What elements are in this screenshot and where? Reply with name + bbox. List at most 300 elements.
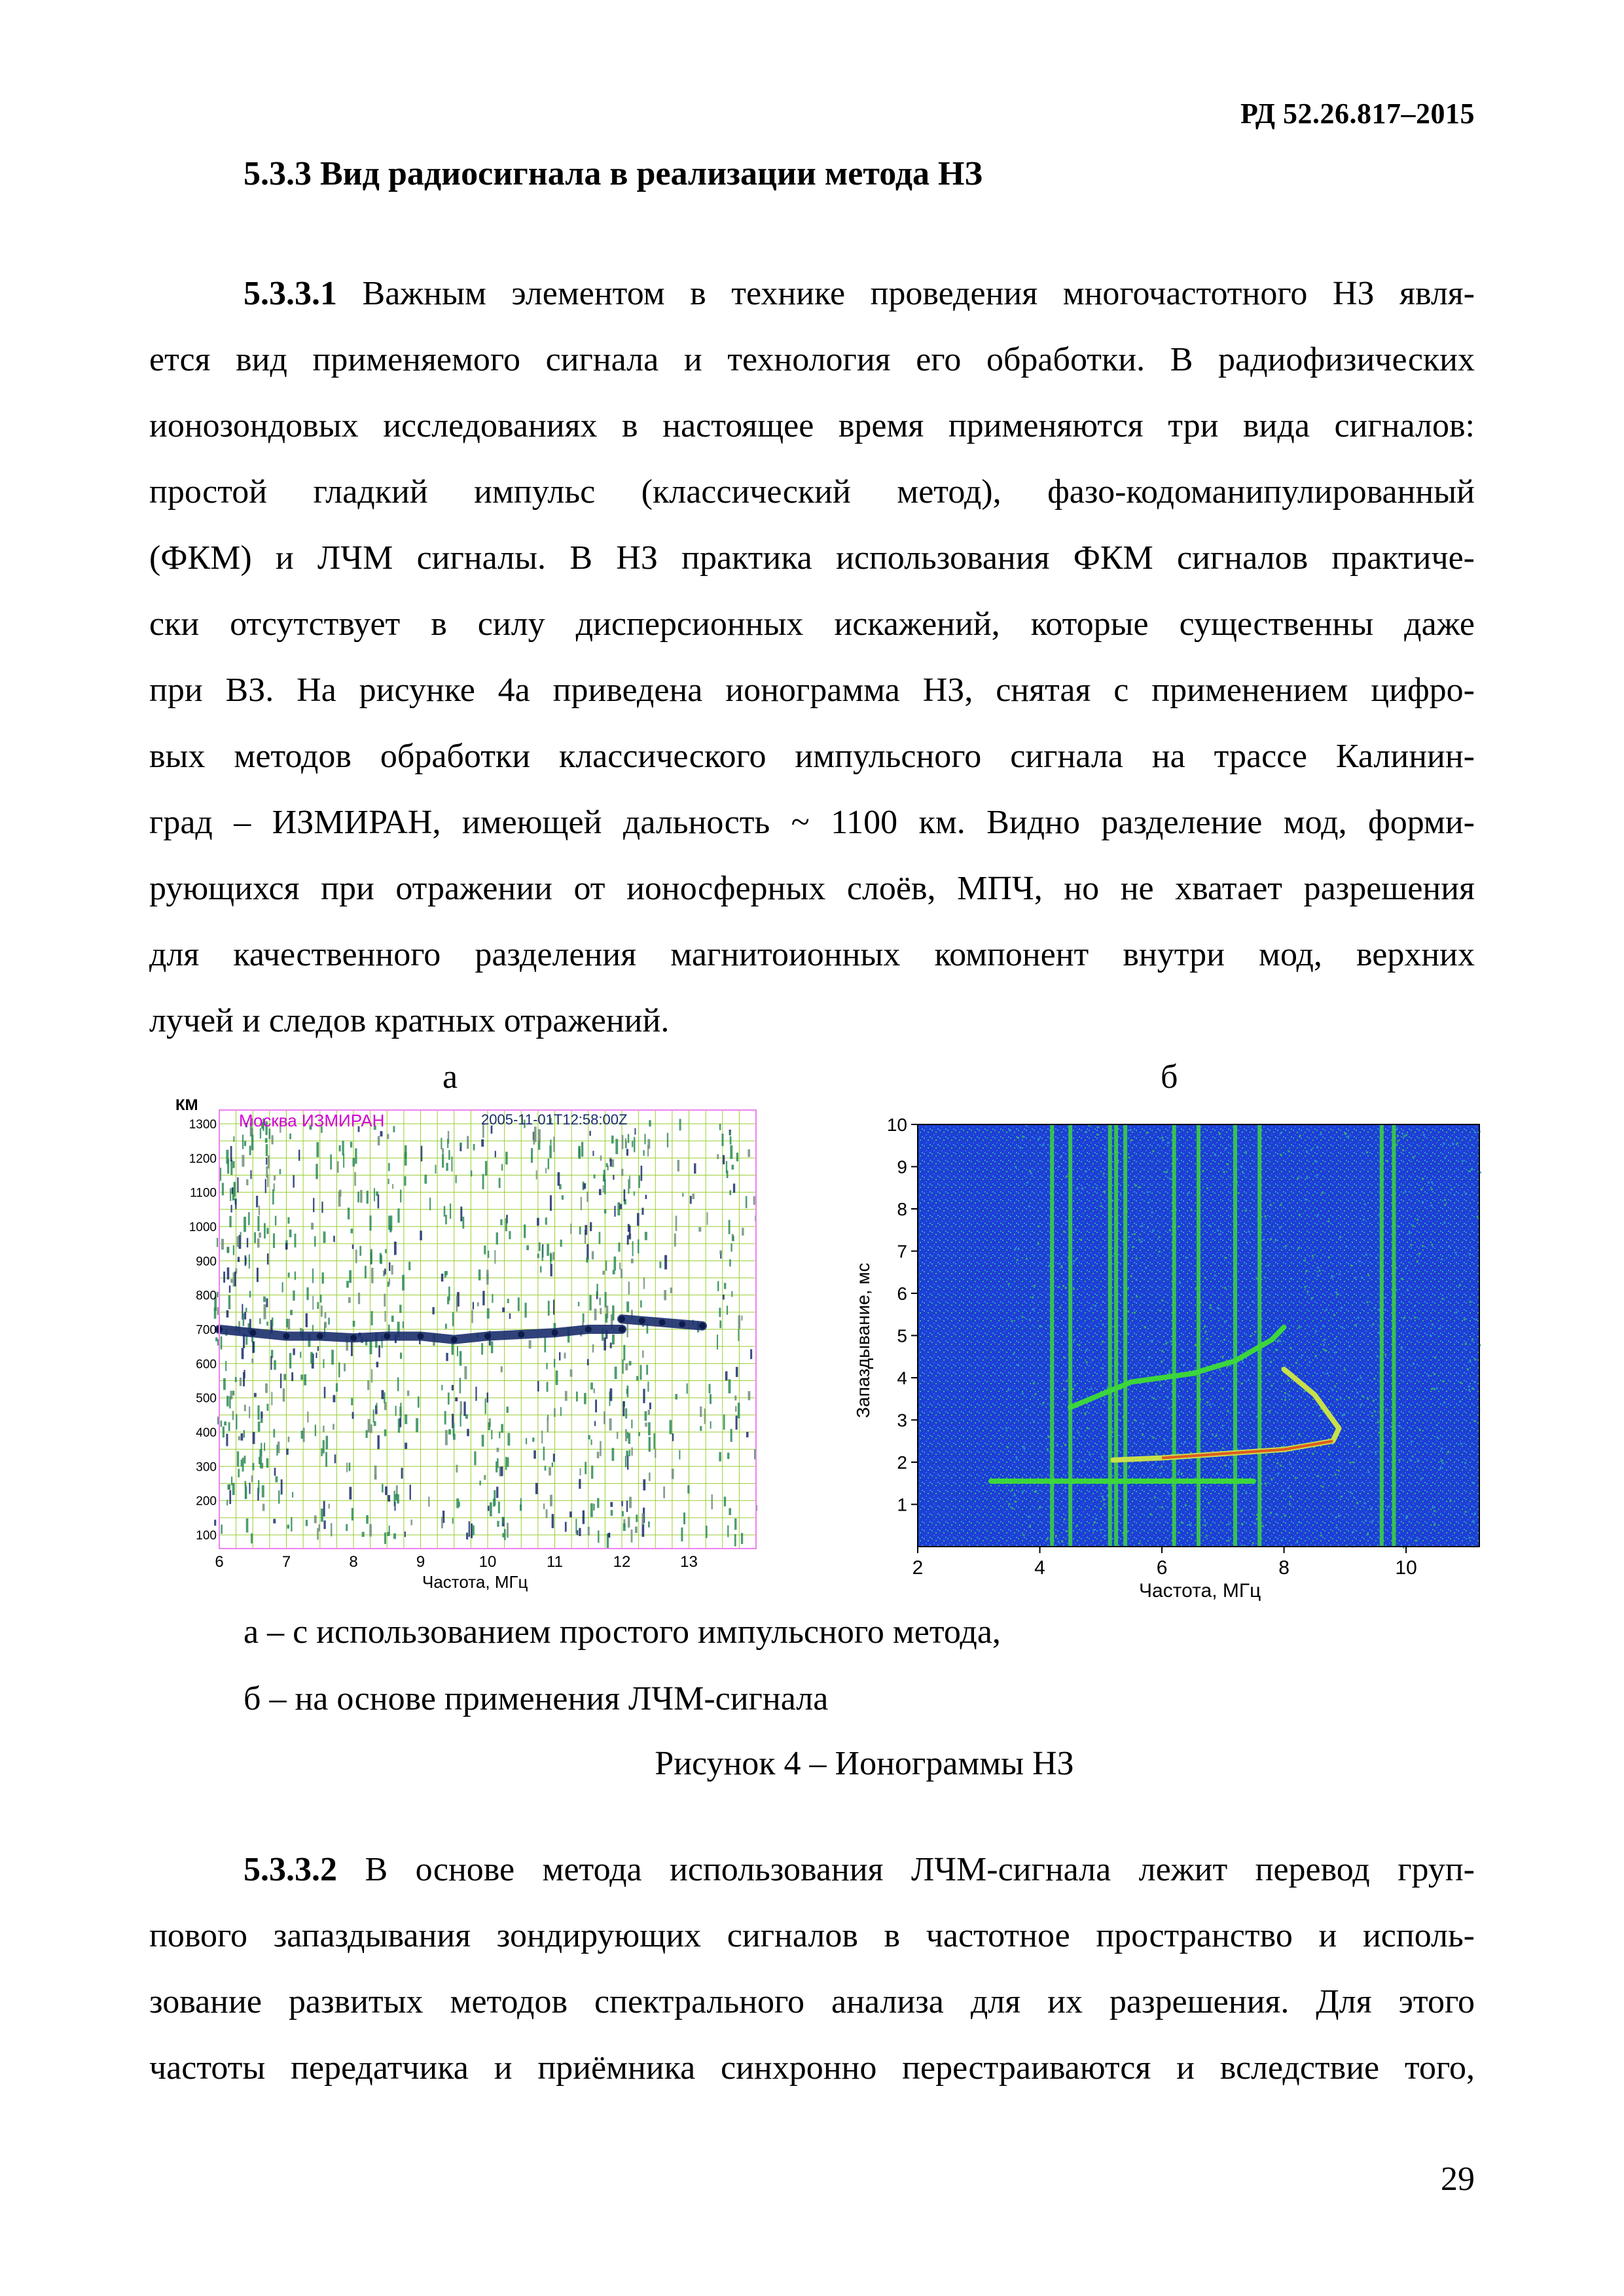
y-tick-label: 1 [897,1494,907,1515]
noise-speck [271,1392,272,1406]
noise-speck [257,1268,259,1282]
noise-speck [1185,1257,1187,1259]
noise-speck [1412,1456,1414,1458]
noise-speck [1210,1307,1212,1309]
noise-speck [710,1394,712,1404]
noise-speck [1161,1300,1163,1302]
noise-speck [1311,1297,1313,1299]
noise-speck [1092,1359,1094,1361]
noise-speck [1222,1355,1224,1357]
noise-speck [1334,1386,1336,1388]
noise-speck [257,1405,259,1420]
noise-speck [694,1163,696,1174]
noise-speck [612,1305,614,1320]
noise-speck [416,1418,418,1433]
noise-speck [1028,1205,1030,1207]
noise-speck [649,1403,651,1409]
noise-speck [1403,1317,1405,1319]
noise-speck [1141,1225,1143,1227]
noise-speck [1247,1306,1249,1308]
noise-speck [1441,1298,1443,1300]
noise-speck [613,1270,615,1274]
noise-speck [378,1345,380,1357]
noise-speck [611,1448,614,1461]
figure-title: Рисунок 4 – Ионограммы НЗ [655,1745,1074,1782]
noise-speck [500,1219,502,1225]
noise-speck [632,1241,634,1256]
noise-speck [597,1452,600,1458]
noise-speck [649,1120,651,1126]
noise-speck [609,1418,612,1430]
noise-speck [1373,1378,1375,1380]
noise-speck [442,1153,444,1168]
x-tick-label: 4 [1034,1557,1045,1579]
noise-speck [1364,1203,1366,1205]
noise-speck [460,1401,462,1414]
noise-speck [1204,1524,1206,1526]
noise-speck [623,1359,624,1374]
noise-speck [1250,1335,1252,1337]
noise-speck [592,1151,594,1156]
noise-speck [1474,1359,1476,1361]
noise-speck [274,1175,276,1180]
paragraph-line: рующихся при отражении от ионосферных слоёв, МПЧ, но не хватает разрешения [149,870,1475,907]
noise-speck [570,1224,571,1234]
noise-speck [448,1150,450,1160]
noise-speck [1222,1425,1224,1427]
noise-speck [378,1136,380,1145]
noise-speck [1176,1158,1178,1160]
trace-point [418,1333,424,1339]
noise-speck [625,1408,627,1419]
noise-speck [1178,1395,1180,1397]
noise-speck [636,1376,638,1380]
noise-speck [621,1269,623,1278]
noise-speck [1434,1356,1436,1358]
noise-speck [1296,1541,1298,1543]
noise-speck [1454,1251,1456,1253]
noise-speck [237,1236,240,1247]
paragraph-line: пового запаздывания зондирующих сигналов в частотное пространство и исполь- [149,1917,1475,1954]
noise-speck [473,1144,475,1151]
noise-speck [526,1245,529,1250]
noise-speck [1474,1420,1476,1422]
noise-speck [388,1495,390,1501]
noise-speck [1459,1284,1461,1286]
noise-speck [1185,1504,1187,1506]
noise-speck [1327,1221,1329,1223]
paragraph-line: частоты передатчика и приёмника синхронно перестраиваются и вследствие того, [149,2049,1475,2087]
noise-speck [238,1469,240,1477]
noise-speck [1312,1255,1314,1257]
noise-speck [1091,1308,1092,1310]
trace-point [585,1326,592,1333]
noise-speck [1339,1236,1341,1238]
noise-speck [1195,1359,1197,1361]
noise-speck [1242,1361,1244,1363]
noise-speck [1370,1508,1372,1510]
noise-speck [1005,1427,1007,1429]
noise-speck [1076,1188,1078,1190]
noise-speck [529,1340,532,1349]
noise-speck [1151,1211,1153,1213]
noise-speck [1214,1154,1216,1156]
noise-speck [1248,1379,1250,1381]
noise-speck [593,1504,594,1511]
document-code: РД 52.26.817–2015 [1240,98,1475,130]
noise-speck [1263,1239,1265,1241]
noise-speck [448,1393,450,1405]
noise-speck [594,1421,596,1426]
noise-speck [400,1353,402,1359]
x-axis-label-b: Частота, МГц [1139,1580,1261,1602]
noise-speck [395,1501,396,1511]
noise-speck [753,1196,755,1204]
noise-speck [635,1526,638,1533]
y-tick-label: 8 [897,1199,907,1219]
y-axis-label-b: Запаздывание, мс [853,1263,873,1418]
noise-speck [1032,1308,1034,1310]
noise-speck [724,1283,726,1289]
noise-speck [1401,1346,1403,1348]
y-tick-label: 600 [196,1357,217,1372]
noise-speck [298,1150,300,1161]
noise-speck [1074,1339,1075,1341]
noise-speck [275,1477,278,1482]
noise-speck [376,1191,378,1196]
noise-speck [1181,1473,1183,1475]
noise-speck [484,1475,486,1480]
noise-speck [1428,1181,1430,1183]
noise-speck [1212,1433,1214,1435]
noise-speck [611,1510,613,1516]
noise-speck [1058,1263,1060,1265]
noise-speck [217,1339,219,1346]
noise-speck [1147,1191,1149,1193]
noise-speck [1073,1288,1075,1290]
noise-speck [267,1253,269,1265]
noise-speck [1465,1343,1467,1345]
noise-speck [1447,1451,1449,1453]
noise-speck [670,1420,672,1435]
noise-speck [282,1282,283,1292]
noise-speck [1017,1137,1019,1139]
noise-speck [1219,1133,1221,1135]
noise-speck [610,1388,613,1401]
noise-speck [625,1138,626,1147]
noise-speck [727,1306,728,1315]
y-tick-label: 400 [196,1426,217,1441]
noise-speck [241,1433,244,1441]
noise-speck [1132,1246,1134,1248]
noise-speck [1459,1401,1461,1403]
noise-speck [244,1312,246,1319]
noise-speck [623,1401,624,1416]
noise-speck [490,1502,492,1516]
noise-speck [1416,1261,1418,1263]
noise-speck [240,1232,242,1237]
noise-speck [1159,1251,1161,1253]
x-tick-label: 11 [547,1553,563,1571]
noise-speck [472,1526,475,1535]
noise-speck [1432,1323,1434,1325]
noise-speck [259,1318,261,1324]
noise-speck [1022,1136,1024,1138]
noise-speck [1091,1388,1092,1390]
noise-speck [259,1457,261,1464]
noise-speck [1046,1538,1048,1540]
trace-point [317,1333,323,1339]
noise-speck [1412,1225,1414,1227]
noise-speck [233,1246,234,1255]
trace-point [283,1333,290,1339]
noise-speck [1130,1129,1132,1131]
noise-speck [543,1503,545,1509]
noise-speck [245,1308,247,1312]
noise-speck [724,1497,726,1507]
noise-speck [1315,1330,1317,1332]
noise-speck [405,1414,407,1424]
noise-speck [1277,1340,1279,1342]
noise-speck [738,1329,739,1341]
noise-speck [377,1435,379,1449]
noise-speck [729,1131,731,1136]
noise-speck [1218,1308,1219,1310]
noise-speck [1130,1275,1132,1277]
noise-speck [471,1310,473,1323]
noise-speck [410,1520,412,1526]
noise-speck [1208,1225,1210,1227]
noise-speck [1431,1189,1433,1191]
noise-speck [236,1414,237,1429]
noise-speck [1317,1214,1319,1216]
trace-point [384,1333,390,1339]
noise-speck [466,1533,468,1539]
noise-speck [251,1475,253,1482]
noise-speck [496,1487,498,1498]
noise-speck [252,1463,254,1470]
noise-speck [667,1133,668,1147]
noise-speck [1350,1492,1352,1494]
noise-speck [232,1411,234,1420]
noise-speck [709,1384,711,1393]
noise-speck [224,1422,226,1426]
noise-speck [306,1314,308,1327]
noise-speck [1303,1390,1305,1392]
noise-speck [717,1154,719,1159]
noise-speck [599,1189,602,1195]
noise-speck [1434,1510,1435,1512]
noise-speck [1384,1297,1386,1299]
noise-speck [1409,1232,1411,1234]
y-tick-label: 6 [897,1283,907,1304]
noise-speck [441,1138,442,1149]
trace-point [484,1333,491,1339]
noise-speck [418,1397,420,1408]
interference-line [1380,1124,1384,1547]
noise-speck [1159,1310,1161,1312]
noise-speck [750,1349,752,1359]
noise-speck [1205,1331,1207,1333]
y-tick-label: 1200 [189,1152,217,1166]
noise-speck [1443,1222,1445,1224]
noise-speck [1367,1274,1369,1276]
noise-speck [1356,1502,1358,1504]
noise-speck [736,1367,738,1376]
noise-speck [1102,1496,1104,1498]
noise-speck [1453,1143,1454,1145]
y-tick-label: 500 [196,1391,217,1406]
noise-speck [681,1528,683,1541]
noise-speck [1443,1143,1445,1145]
paragraph-line: простой гладкий импульс (классический метод), фазо-кодоманипулированный [149,473,1475,511]
noise-speck [338,1363,340,1378]
noise-speck [643,1150,644,1156]
noise-speck [254,1393,257,1397]
noise-speck [526,1438,527,1444]
noise-speck [1168,1407,1170,1409]
noise-speck [748,1391,751,1400]
noise-speck [1312,1453,1314,1455]
trace-point [619,1316,625,1322]
noise-speck [579,1528,581,1536]
noise-speck [367,1380,369,1390]
noise-speck [485,1399,486,1414]
noise-speck [621,1169,623,1176]
noise-speck [452,1518,454,1524]
noise-speck [1359,1261,1361,1263]
noise-speck [384,1402,387,1410]
noise-speck [1092,1529,1094,1531]
noise-speck [1225,1465,1227,1467]
noise-speck [727,1170,729,1178]
noise-speck [628,1433,630,1444]
noise-speck [1454,1194,1456,1196]
noise-speck [365,1430,367,1438]
paragraph-line: для качественного разделения магнитоионных компонент внутри мод, верхних [149,936,1475,973]
noise-speck [344,1363,346,1372]
noise-speck [352,1412,354,1419]
noise-speck [1150,1513,1152,1515]
noise-speck [384,1429,386,1436]
noise-speck [462,1217,464,1229]
noise-speck [687,1384,688,1394]
noise-speck [1064,1487,1066,1489]
noise-speck [1468,1389,1470,1391]
noise-speck [1290,1463,1291,1465]
noise-speck [614,1206,615,1217]
noise-speck [1104,1191,1106,1193]
noise-speck [1422,1201,1424,1203]
noise-speck [467,1429,469,1436]
noise-speck [1367,1301,1369,1303]
noise-speck [389,1526,390,1535]
noise-speck [1335,1474,1337,1476]
noise-speck [1406,1515,1408,1517]
noise-speck [653,1433,655,1449]
noise-speck [322,1272,324,1283]
noise-speck [1290,1347,1291,1349]
noise-speck [1094,1305,1096,1307]
noise-speck [222,1183,224,1195]
noise-speck [405,1532,406,1537]
noise-speck [732,1236,734,1241]
noise-speck [579,1149,581,1159]
noise-speck [1353,1497,1355,1499]
noise-speck [1138,1187,1140,1189]
noise-speck [1465,1511,1467,1513]
noise-speck [1367,1534,1369,1535]
noise-speck [550,1139,551,1145]
noise-speck [1455,1312,1457,1314]
noise-speck [460,1207,462,1221]
noise-speck [501,1424,503,1433]
noise-speck [355,1249,357,1263]
noise-speck [547,1244,549,1256]
noise-speck [232,1161,234,1168]
noise-speck [1285,1245,1287,1247]
noise-speck [435,1165,436,1174]
noise-speck [1397,1225,1399,1227]
noise-speck [397,1208,399,1223]
noise-speck [244,1456,246,1463]
noise-speck [1361,1276,1363,1278]
noise-speck [223,1272,225,1283]
noise-speck [725,1371,728,1380]
noise-speck [505,1152,508,1164]
noise-speck [1238,1412,1240,1414]
noise-speck [1216,1473,1218,1475]
noise-speck [451,1157,452,1172]
noise-speck [1280,1204,1282,1206]
noise-speck [242,1458,244,1471]
noise-speck [1322,1486,1324,1488]
noise-speck [445,1323,447,1329]
noise-speck [1013,1353,1015,1355]
noise-speck [1315,1160,1317,1162]
noise-speck [547,1418,549,1433]
noise-speck [232,1187,233,1194]
noise-speck [1335,1291,1337,1293]
noise-speck [1419,1429,1421,1431]
noise-speck [254,1232,256,1244]
noise-speck [1281,1539,1283,1541]
noise-speck [600,1441,602,1456]
noise-speck [376,1403,377,1409]
noise-speck [507,1299,509,1303]
noise-speck [501,1367,503,1372]
noise-speck [1437,1437,1439,1439]
y-tick-label: 2 [897,1452,907,1473]
noise-speck [258,1480,259,1493]
noise-speck [628,1134,629,1143]
noise-speck [1160,1473,1162,1475]
noise-speck [592,1344,594,1352]
noise-speck [1407,1289,1409,1291]
noise-speck [1338,1515,1340,1517]
noise-speck [1363,1420,1365,1422]
noise-speck [1473,1520,1475,1522]
noise-speck [1339,1460,1341,1462]
noise-speck [609,1533,610,1538]
noise-speck [1304,1286,1306,1288]
noise-speck [1073,1260,1075,1262]
noise-speck [259,1206,260,1215]
noise-speck [317,1302,319,1309]
noise-speck [612,1159,614,1167]
noise-speck [1206,1535,1208,1537]
noise-speck [265,1384,268,1393]
